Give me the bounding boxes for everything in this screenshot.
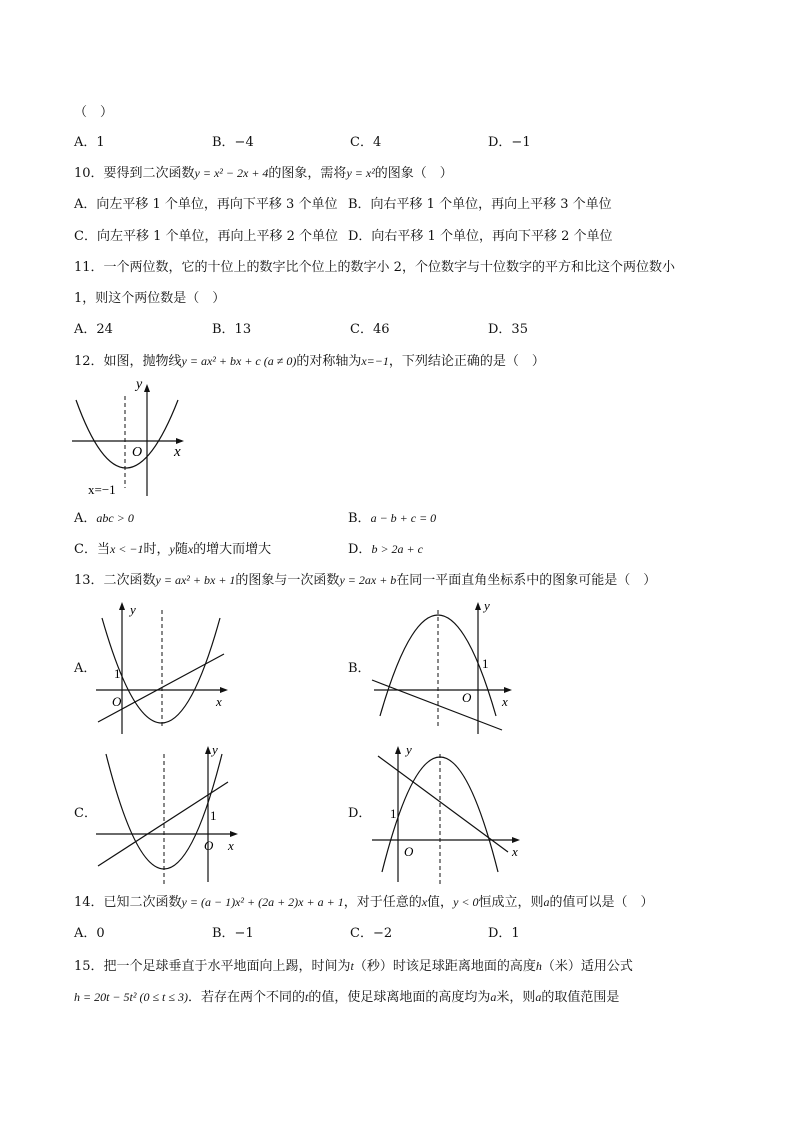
q11-option-a: A．24	[74, 322, 113, 337]
q14-condition: y < 0	[453, 895, 479, 909]
q12-y-label: y	[136, 377, 143, 392]
q10-option-d: D．向右平移 1 个单位，再向下平移 2 个单位	[348, 229, 613, 244]
q12-origin-label: O	[132, 445, 143, 460]
q13b-x-arrow	[504, 687, 512, 693]
q12-stem-text-3: ，下列结论正确的是（ ）	[388, 354, 545, 369]
q13c-x-label: x	[228, 838, 234, 853]
q13-stem-text-2: 的图象与一次函数	[235, 573, 340, 588]
q14-option-d: D．1	[488, 926, 520, 941]
q13b-x-label: x	[502, 694, 508, 709]
q12-stem	[74, 352, 545, 371]
q12-option-d	[348, 540, 423, 559]
q13-formula-2: y = 2ax + b	[339, 573, 397, 587]
q13c-y-label: y	[212, 742, 218, 757]
q13-graph-a	[92, 598, 237, 738]
q9-option-b: B．−4	[212, 135, 254, 150]
q13a-y-arrow	[119, 602, 125, 610]
q15-stem-text-5: 的值，使足球离地面的高度均为	[308, 990, 491, 1005]
q14-stem	[74, 893, 654, 912]
q11-option-c: C．46	[350, 322, 390, 337]
q14-option-b: B．−1	[212, 926, 254, 941]
q15-stem-text-4: ．若存在两个不同的	[187, 990, 305, 1005]
q13c-x-arrow	[230, 831, 238, 837]
q15-formula: h = 20t − 5t² (0 ≤ t ≤ 3)	[74, 990, 188, 1004]
q13a-x-label: x	[216, 694, 222, 709]
q13b-origin-label: O	[462, 690, 472, 705]
q13-option-b-label: B．	[348, 661, 371, 676]
q12-option-d-formula: b > 2a + c	[371, 542, 423, 556]
q13d-intercept-label: 1	[390, 806, 397, 821]
q10-option-c: C．向左平移 1 个单位，再向上平移 2 个单位	[74, 229, 339, 244]
q13-graph-b	[370, 598, 520, 738]
q13-graph-d	[368, 742, 528, 887]
q11-option-d: D．35	[488, 322, 528, 337]
q13-option-a-label: A．	[74, 661, 97, 676]
q10-stem	[74, 164, 453, 183]
q12-option-c	[74, 540, 271, 559]
q9-paren: （ ）	[74, 105, 114, 120]
q12-option-c-text-4: 的增大而增大	[193, 542, 272, 557]
q12-option-a-formula: abc > 0	[96, 511, 134, 525]
q12-axis-label: x=−1	[88, 482, 116, 497]
q15-stem-text-7: 的取值范围是	[541, 990, 620, 1005]
q15-stem-text-2: （秒）时该足球距离地面的高度	[353, 959, 536, 974]
q13d-y-label: y	[406, 742, 412, 757]
q13d-y-arrow	[395, 746, 401, 754]
q12-y-arrow	[144, 384, 150, 392]
q15-var-h: h	[535, 959, 542, 973]
q10-stem-text-2: 的图象，需将	[268, 166, 347, 181]
q14-option-c: C．−2	[350, 926, 393, 941]
q13a-y-label: y	[130, 602, 136, 617]
q11-option-b: B．13	[212, 322, 252, 337]
q13d-origin-label: O	[404, 844, 414, 859]
q14-stem-text-1: 14．已知二次函数	[74, 895, 182, 910]
q14-stem-text-5: 的值可以是（ ）	[549, 895, 654, 910]
q12-option-d-label: D．	[348, 542, 372, 557]
q10-stem-text-3: 的图象（ ）	[374, 166, 453, 181]
q13d-x-arrow	[512, 837, 520, 843]
q10-option-a: A．向左平移 1 个单位，再向下平移 3 个单位	[74, 197, 338, 212]
q12-formula: y = ax² + bx + c (a ≠ 0)	[181, 354, 297, 368]
q10-option-b: B．向右平移 1 个单位，再向上平移 3 个单位	[348, 197, 612, 212]
q13c-y-arrow	[205, 746, 211, 754]
q15-stem-text-6: 米，则	[496, 990, 536, 1005]
q13a-x-arrow	[220, 687, 228, 693]
q13-option-c-label: C．	[74, 806, 97, 821]
q15-var-t-2: t	[304, 990, 309, 1004]
q10-formula-2: y = x²	[346, 166, 375, 180]
q12-parabola	[76, 400, 178, 468]
q12-stem-text-2: 的对称轴为	[296, 354, 362, 369]
q14-var-a: a	[543, 895, 550, 909]
q13-formula-1: y = ax² + bx + 1	[155, 573, 236, 587]
q13-graph-c	[92, 742, 247, 887]
q13b-parabola	[380, 615, 496, 716]
q12-option-c-text-3: 随	[174, 542, 188, 557]
q15-var-a-2: a	[535, 990, 542, 1004]
q13-stem-text-3: 在同一平面直角坐标系中的图象可能是（ ）	[396, 573, 657, 588]
q12-stem-text-1: 12．如图，抛物线	[74, 354, 182, 369]
q12-option-a-label: A．	[74, 511, 97, 526]
q14-stem-text-2: ，对于任意的	[343, 895, 422, 910]
q12-option-c-var-x: x	[187, 542, 194, 556]
q12-x-label: x	[174, 444, 181, 460]
q14-var-x: x	[421, 895, 428, 909]
q9-option-c: C．4	[350, 135, 382, 150]
q12-option-b-formula: a − b + c = 0	[370, 511, 437, 525]
q13b-y-label: y	[484, 598, 490, 613]
q13a-origin-label: O	[112, 694, 122, 709]
q12-option-c-var-y: y	[169, 542, 175, 556]
q12-option-c-text-1: C．当	[74, 542, 110, 557]
q13b-y-arrow	[475, 602, 481, 610]
q13b-intercept-label: 1	[482, 656, 489, 671]
q12-option-b	[348, 509, 436, 528]
q15-var-a: a	[490, 990, 497, 1004]
q15-stem-line-2	[74, 988, 619, 1007]
q14-option-a: A．0	[74, 926, 105, 941]
q13-stem	[74, 571, 656, 590]
q13-stem-text-1: 13．二次函数	[74, 573, 156, 588]
q15-var-t: t	[350, 959, 354, 973]
q15-stem-text-1: 15．把一个足球垂直于水平地面向上踢，时间为	[74, 959, 351, 974]
q12-figure	[70, 378, 190, 500]
q9-option-a: A．1	[74, 135, 105, 150]
q13-option-d-label: D．	[348, 806, 372, 821]
q12-option-a	[74, 509, 134, 528]
q13d-x-label: x	[512, 844, 518, 859]
q9-option-d: D．−1	[488, 135, 531, 150]
q14-formula: y = (a − 1)x² + (2a + 2)x + a + 1	[181, 895, 344, 909]
q12-option-b-label: B．	[348, 511, 371, 526]
q10-formula-1: y = x² − 2x + 4	[194, 166, 269, 180]
q13c-intercept-label: 1	[210, 808, 217, 823]
q15-stem-line-1	[74, 957, 633, 976]
q13c-origin-label: O	[204, 838, 214, 853]
q13a-intercept-label: 1	[114, 666, 121, 681]
q12-option-c-text-2: 时，	[143, 542, 170, 557]
q11-stem-line-1: 11．一个两位数，它的十位上的数字比个位上的数字小 2，个位数字与十位数字的平方和比这个两位数小	[74, 260, 675, 275]
q15-stem-text-3: （米）适用公式	[541, 959, 633, 974]
q14-stem-text-4: 恒成立，则	[478, 895, 544, 910]
q12-axis-equation: x=−1	[361, 354, 389, 368]
q14-stem-text-3: 值，	[427, 895, 454, 910]
q11-stem-line-2: 1，则这个两位数是（ ）	[74, 291, 226, 306]
q10-stem-text-1: 10．要得到二次函数	[74, 166, 195, 181]
q13b-line	[372, 680, 502, 730]
q12-option-c-condition: x < −1	[109, 542, 144, 556]
